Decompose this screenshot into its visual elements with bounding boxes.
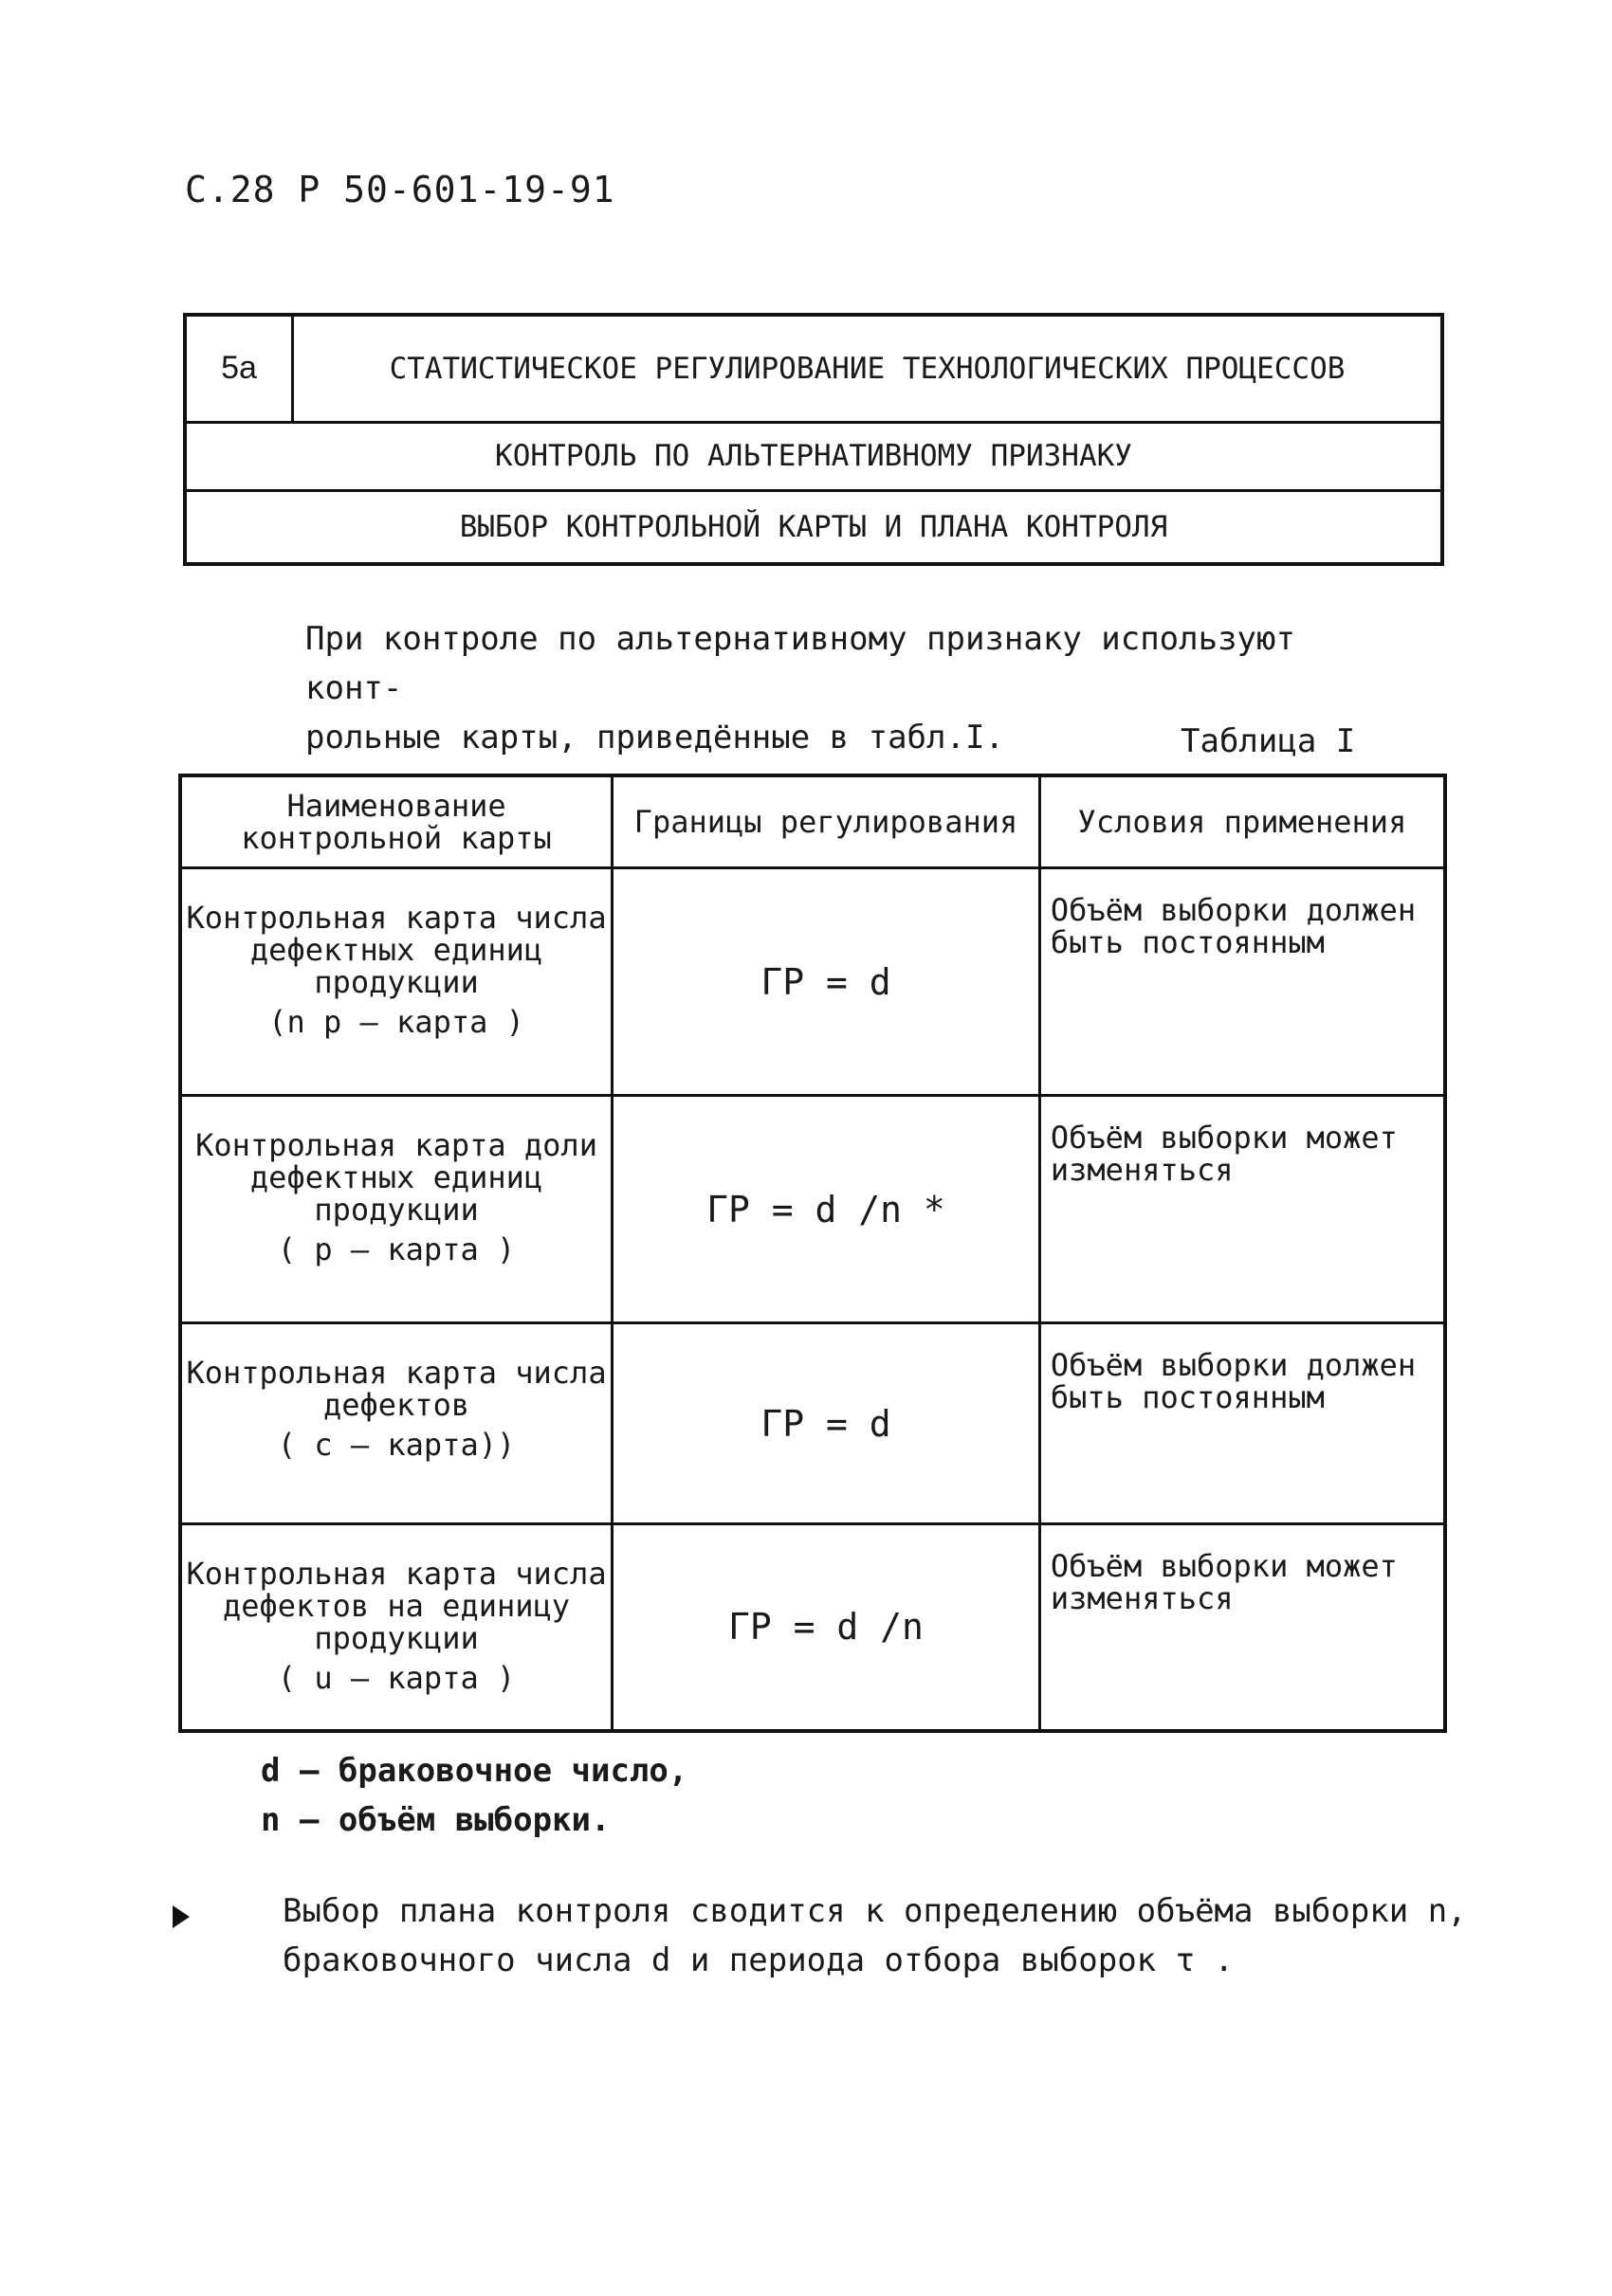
table-row	[180, 1323, 1445, 1524]
chart-name: Контрольная карта числа дефектов на единицу продукции	[186, 1556, 607, 1656]
control-limit: ГР = d	[613, 1323, 1040, 1524]
chart-type: (n p – карта )	[268, 1004, 524, 1040]
chart-name-cell	[180, 1096, 613, 1323]
chart-name-cell	[180, 1323, 613, 1524]
intro-line-2: рольные карты, приведённые в табл.I.	[305, 719, 1004, 756]
control-limit: ГР = d /n *	[613, 1096, 1040, 1323]
condition: Объём выборки должен быть постоянным	[1039, 868, 1445, 1096]
chart-name-cell	[180, 868, 613, 1096]
intro-line-1: При контроле по альтернативному признаку используют конт-	[305, 620, 1295, 707]
condition: Объём выборки может изменяться	[1039, 1524, 1445, 1731]
legend-line-n: n – объём выборки.	[261, 1801, 611, 1839]
table-caption: Таблица I	[1181, 722, 1356, 760]
document-code: С.28 Р 50-601-19-91	[185, 169, 615, 210]
chart-name-cell	[180, 1524, 613, 1731]
chart-type: ( u – карта )	[277, 1660, 516, 1696]
header-control-limits: Границы регулирования	[613, 775, 1040, 868]
chart-type: ( p – карта )	[277, 1231, 516, 1267]
section-number: 5а	[185, 315, 293, 422]
section-heading: ВЫБОР КОНТРОЛЬНОЙ КАРТЫ И ПЛАНА КОНТРОЛЯ	[185, 490, 1442, 564]
chart-name: Контрольная карта доли дефектных единиц продукции	[195, 1127, 597, 1228]
control-limit: ГР = d	[613, 868, 1040, 1096]
closing-line-1: Выбор плана контроля сводится к определению объёма выборки n,	[283, 1892, 1467, 1930]
chart-name: Контрольная карта числа дефектных единиц продукции	[186, 900, 607, 1000]
header-conditions: Условия применения	[1039, 775, 1445, 868]
control-charts-table	[178, 774, 1447, 1733]
control-limit: ГР = d /n	[613, 1524, 1040, 1731]
closing-paragraph	[283, 1886, 1477, 1985]
closing-line-2: браковочного числа d и периода отбора выборок τ .	[283, 1941, 1235, 1979]
chart-name: Контрольная карта числа дефектов	[186, 1355, 607, 1423]
arrow-bullet-icon	[171, 1904, 192, 1930]
section-subtitle: КОНТРОЛЬ ПО АЛЬТЕРНАТИВНОМУ ПРИЗНАКУ	[185, 422, 1442, 490]
legend	[261, 1746, 687, 1845]
table-row	[180, 1096, 1445, 1323]
legend-line-d: d – браковочное число,	[261, 1752, 688, 1790]
section-title: СТАТИСТИЧЕСКОЕ РЕГУЛИРОВАНИЕ ТЕХНОЛОГИЧЕСКИХ ПРОЦЕССОВ	[293, 315, 1443, 422]
condition: Объём выборки должен быть постоянным	[1039, 1323, 1445, 1524]
header-chart-name: Наименование контрольной карты	[180, 775, 613, 868]
table-row	[180, 868, 1445, 1096]
condition: Объём выборки может изменяться	[1039, 1096, 1445, 1323]
table-row	[180, 1524, 1445, 1731]
chart-type: ( с – карта))	[277, 1427, 516, 1463]
title-block	[183, 313, 1444, 566]
